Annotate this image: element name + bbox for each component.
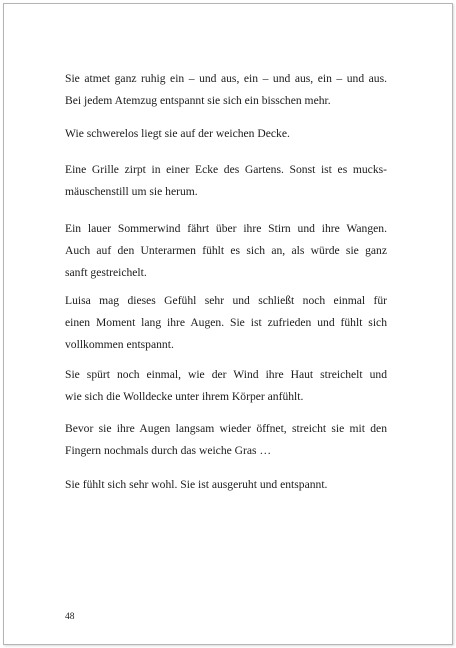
text-line: Bevor sie ihre Augen langsam wieder öffnet, streicht sie mit den <box>65 422 387 435</box>
text-line: einen Moment lang ihre Augen. Sie ist zufrieden und fühlt sich <box>65 316 387 329</box>
text-line: vollkommen entspannt. <box>65 338 174 351</box>
text-line: Ein lauer Sommerwind fährt über ihre Stirn und ihre Wangen. <box>65 222 387 235</box>
paragraph-7 <box>65 418 387 462</box>
text-line: sanft gestreichelt. <box>65 266 147 279</box>
paragraph-6 <box>65 364 387 408</box>
paragraph-3 <box>65 159 387 203</box>
text-line: Auch auf den Unterarmen fühlt es sich an, als würde sie ganz <box>65 244 387 257</box>
text-line: Wie schwerelos liegt sie auf der weichen Decke. <box>65 127 290 140</box>
text-line: Bei jedem Atemzug entspannt sie sich ein bisschen mehr. <box>65 94 331 107</box>
text-line: Sie atmet ganz ruhig ein – und aus, ein – und aus, ein – und aus. <box>65 72 387 85</box>
text-line: mäuschenstill um sie herum. <box>65 185 198 198</box>
paragraph-1 <box>65 68 387 112</box>
page-number: 48 <box>65 612 75 622</box>
paragraph-5 <box>65 290 387 356</box>
paragraph-2 <box>65 123 387 145</box>
text-line: Fingern nochmals durch das weiche Gras … <box>65 444 272 457</box>
text-line: Sie spürt noch einmal, wie der Wind ihre Haut streichelt und <box>65 368 387 381</box>
text-line: Luisa mag dieses Gefühl sehr und schließt noch einmal für <box>65 294 387 307</box>
book-page <box>3 3 453 645</box>
paragraph-8 <box>65 474 387 496</box>
text-line: wie sich die Wolldecke unter ihrem Körper anfühlt. <box>65 390 304 403</box>
paragraph-4 <box>65 218 387 284</box>
text-line: Sie fühlt sich sehr wohl. Sie ist ausgeruht und entspannt. <box>65 478 328 491</box>
text-line: Eine Grille zirpt in einer Ecke des Gartens. Sonst ist es mucks- <box>65 163 387 176</box>
